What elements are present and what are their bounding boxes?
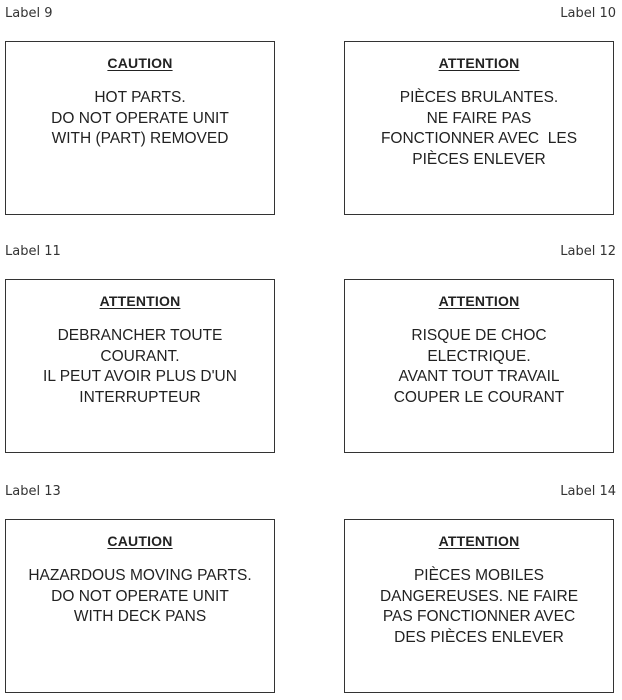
label-10-line-3: FONCTIONNER AVEC LES	[380, 130, 578, 147]
label-10-name: Label 10	[560, 6, 616, 21]
label-13-box	[5, 519, 275, 693]
label-11-line-4: INTERRUPTEUR	[79, 388, 201, 406]
label-13-heading: CAUTION	[107, 533, 173, 549]
label-14-line-1: PIÈCES MOBILES	[413, 567, 545, 584]
label-12-line-3: AVANT TOUT TRAVAIL	[398, 368, 560, 385]
label-9-name: Label 9	[5, 6, 53, 21]
label-10-line-4: PIÈCES ENLEVER	[412, 150, 546, 168]
label-12-box	[344, 279, 614, 453]
label-12-name: Label 12	[560, 244, 616, 259]
label-9-text	[6, 88, 274, 150]
label-14-text	[345, 566, 613, 648]
label-12-heading: ATTENTION	[438, 293, 520, 309]
label-13-name: Label 13	[5, 484, 61, 499]
label-14-line-3: PAS FONCTIONNER AVEC	[382, 608, 576, 625]
label-9-line-3: WITH (PART) REMOVED	[51, 130, 229, 147]
label-14-name: Label 14	[560, 484, 616, 499]
label-13-line-2: DO NOT OPERATE UNIT	[51, 587, 229, 605]
label-10-heading: ATTENTION	[438, 55, 520, 71]
label-11-heading: ATTENTION	[99, 293, 181, 309]
label-14-box	[344, 519, 614, 693]
label-11-line-2: COURANT.	[100, 347, 180, 365]
label-10-box	[344, 41, 614, 215]
label-13-line-1: HAZARDOUS MOVING PARTS.	[28, 567, 252, 584]
label-14-heading: ATTENTION	[438, 533, 520, 549]
label-10-line-2: NE FAIRE PAS	[426, 109, 532, 127]
label-9-line-2: DO NOT OPERATE UNIT	[51, 109, 229, 127]
label-10-text	[345, 88, 613, 170]
label-12-line-4: COUPER LE COURANT	[393, 388, 565, 406]
label-11-line-3: IL PEUT AVOIR PLUS D'UN	[43, 368, 237, 385]
label-11-text	[6, 326, 274, 408]
label-14-line-4: DES PIÈCES ENLEVER	[394, 628, 564, 646]
label-11-box	[5, 279, 275, 453]
label-9-line-1: HOT PARTS.	[94, 89, 186, 106]
label-12-line-1: RISQUE DE CHOC	[411, 327, 547, 344]
label-12-text	[345, 326, 613, 408]
label-12-line-2: ELECTRIQUE.	[427, 347, 531, 365]
label-14-line-2: DANGEREUSES. NE FAIRE	[379, 587, 579, 605]
label-9-box	[5, 41, 275, 215]
label-9-heading: CAUTION	[107, 55, 173, 71]
label-13-text	[6, 566, 274, 628]
label-13-line-3: WITH DECK PANS	[73, 608, 207, 625]
label-10-line-1: PIÈCES BRULANTES.	[399, 89, 559, 106]
label-11-name: Label 11	[5, 244, 61, 259]
label-11-line-1: DEBRANCHER TOUTE	[57, 327, 223, 344]
